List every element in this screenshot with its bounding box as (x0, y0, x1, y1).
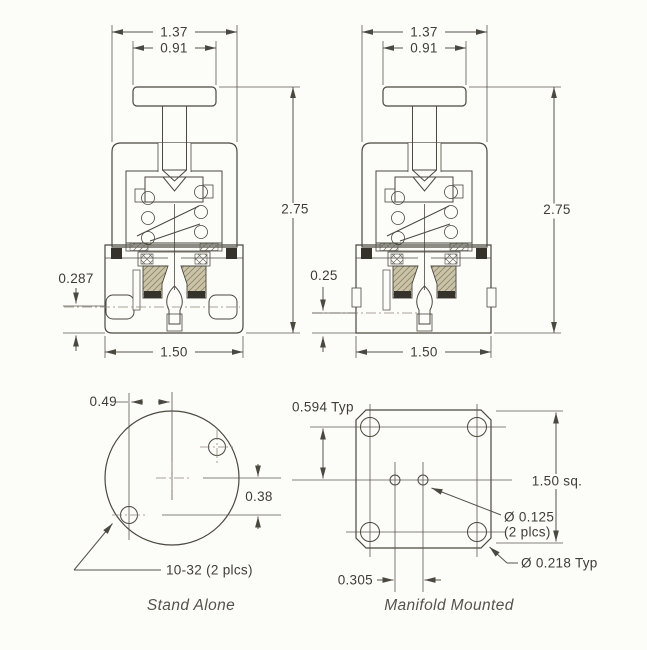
dim-hole-pitch: 0.594 Typ (292, 399, 354, 415)
dim-knob-od-right: 1.37 (410, 24, 438, 40)
stand-alone-bottom-view (74, 392, 281, 614)
adjustment-knob-right (383, 87, 466, 106)
dim-height-left: 2.75 (281, 201, 309, 217)
dim-height-right: 2.75 (543, 202, 571, 217)
dim-body-width-left: 1.50 (160, 344, 188, 360)
adjustment-knob-left (133, 87, 216, 106)
caption-manifold-mounted: Manifold Mounted (384, 597, 514, 614)
dim-bonnet-boss-left: 0.91 (160, 40, 188, 56)
dim-hole-offset-x: 0.49 (89, 394, 117, 409)
manifold-section-dimensions (310, 25, 574, 360)
thread-callout: 10-32 (2 plcs) (166, 562, 253, 578)
dim-bonnet-boss-right: 0.91 (410, 40, 438, 56)
manifold-section-view (312, 87, 496, 333)
mounting-plate-outline (356, 410, 491, 548)
dim-plate-size: 1.50 sq. (531, 473, 583, 489)
dim-body-width-right: 1.50 (410, 344, 438, 360)
dim-port-spacing: 0.305 (337, 572, 373, 588)
dim-knob-od-left: 1.37 (160, 24, 188, 40)
dim-port-height-right: 0.25 (310, 268, 338, 283)
dim-port-diameter: Ø 0.125 (504, 509, 555, 525)
dim-port-diameter-qty: (2 plcs) (504, 524, 551, 540)
caption-stand-alone: Stand Alone (146, 597, 236, 614)
dim-mount-hole-diameter: Ø 0.218 Typ (521, 555, 598, 571)
dim-port-height-left: 0.287 (58, 271, 94, 286)
stand-alone-section-view (64, 87, 243, 333)
manifold-bottom-view (292, 400, 598, 615)
dim-hole-offset-y: 0.38 (245, 489, 273, 504)
